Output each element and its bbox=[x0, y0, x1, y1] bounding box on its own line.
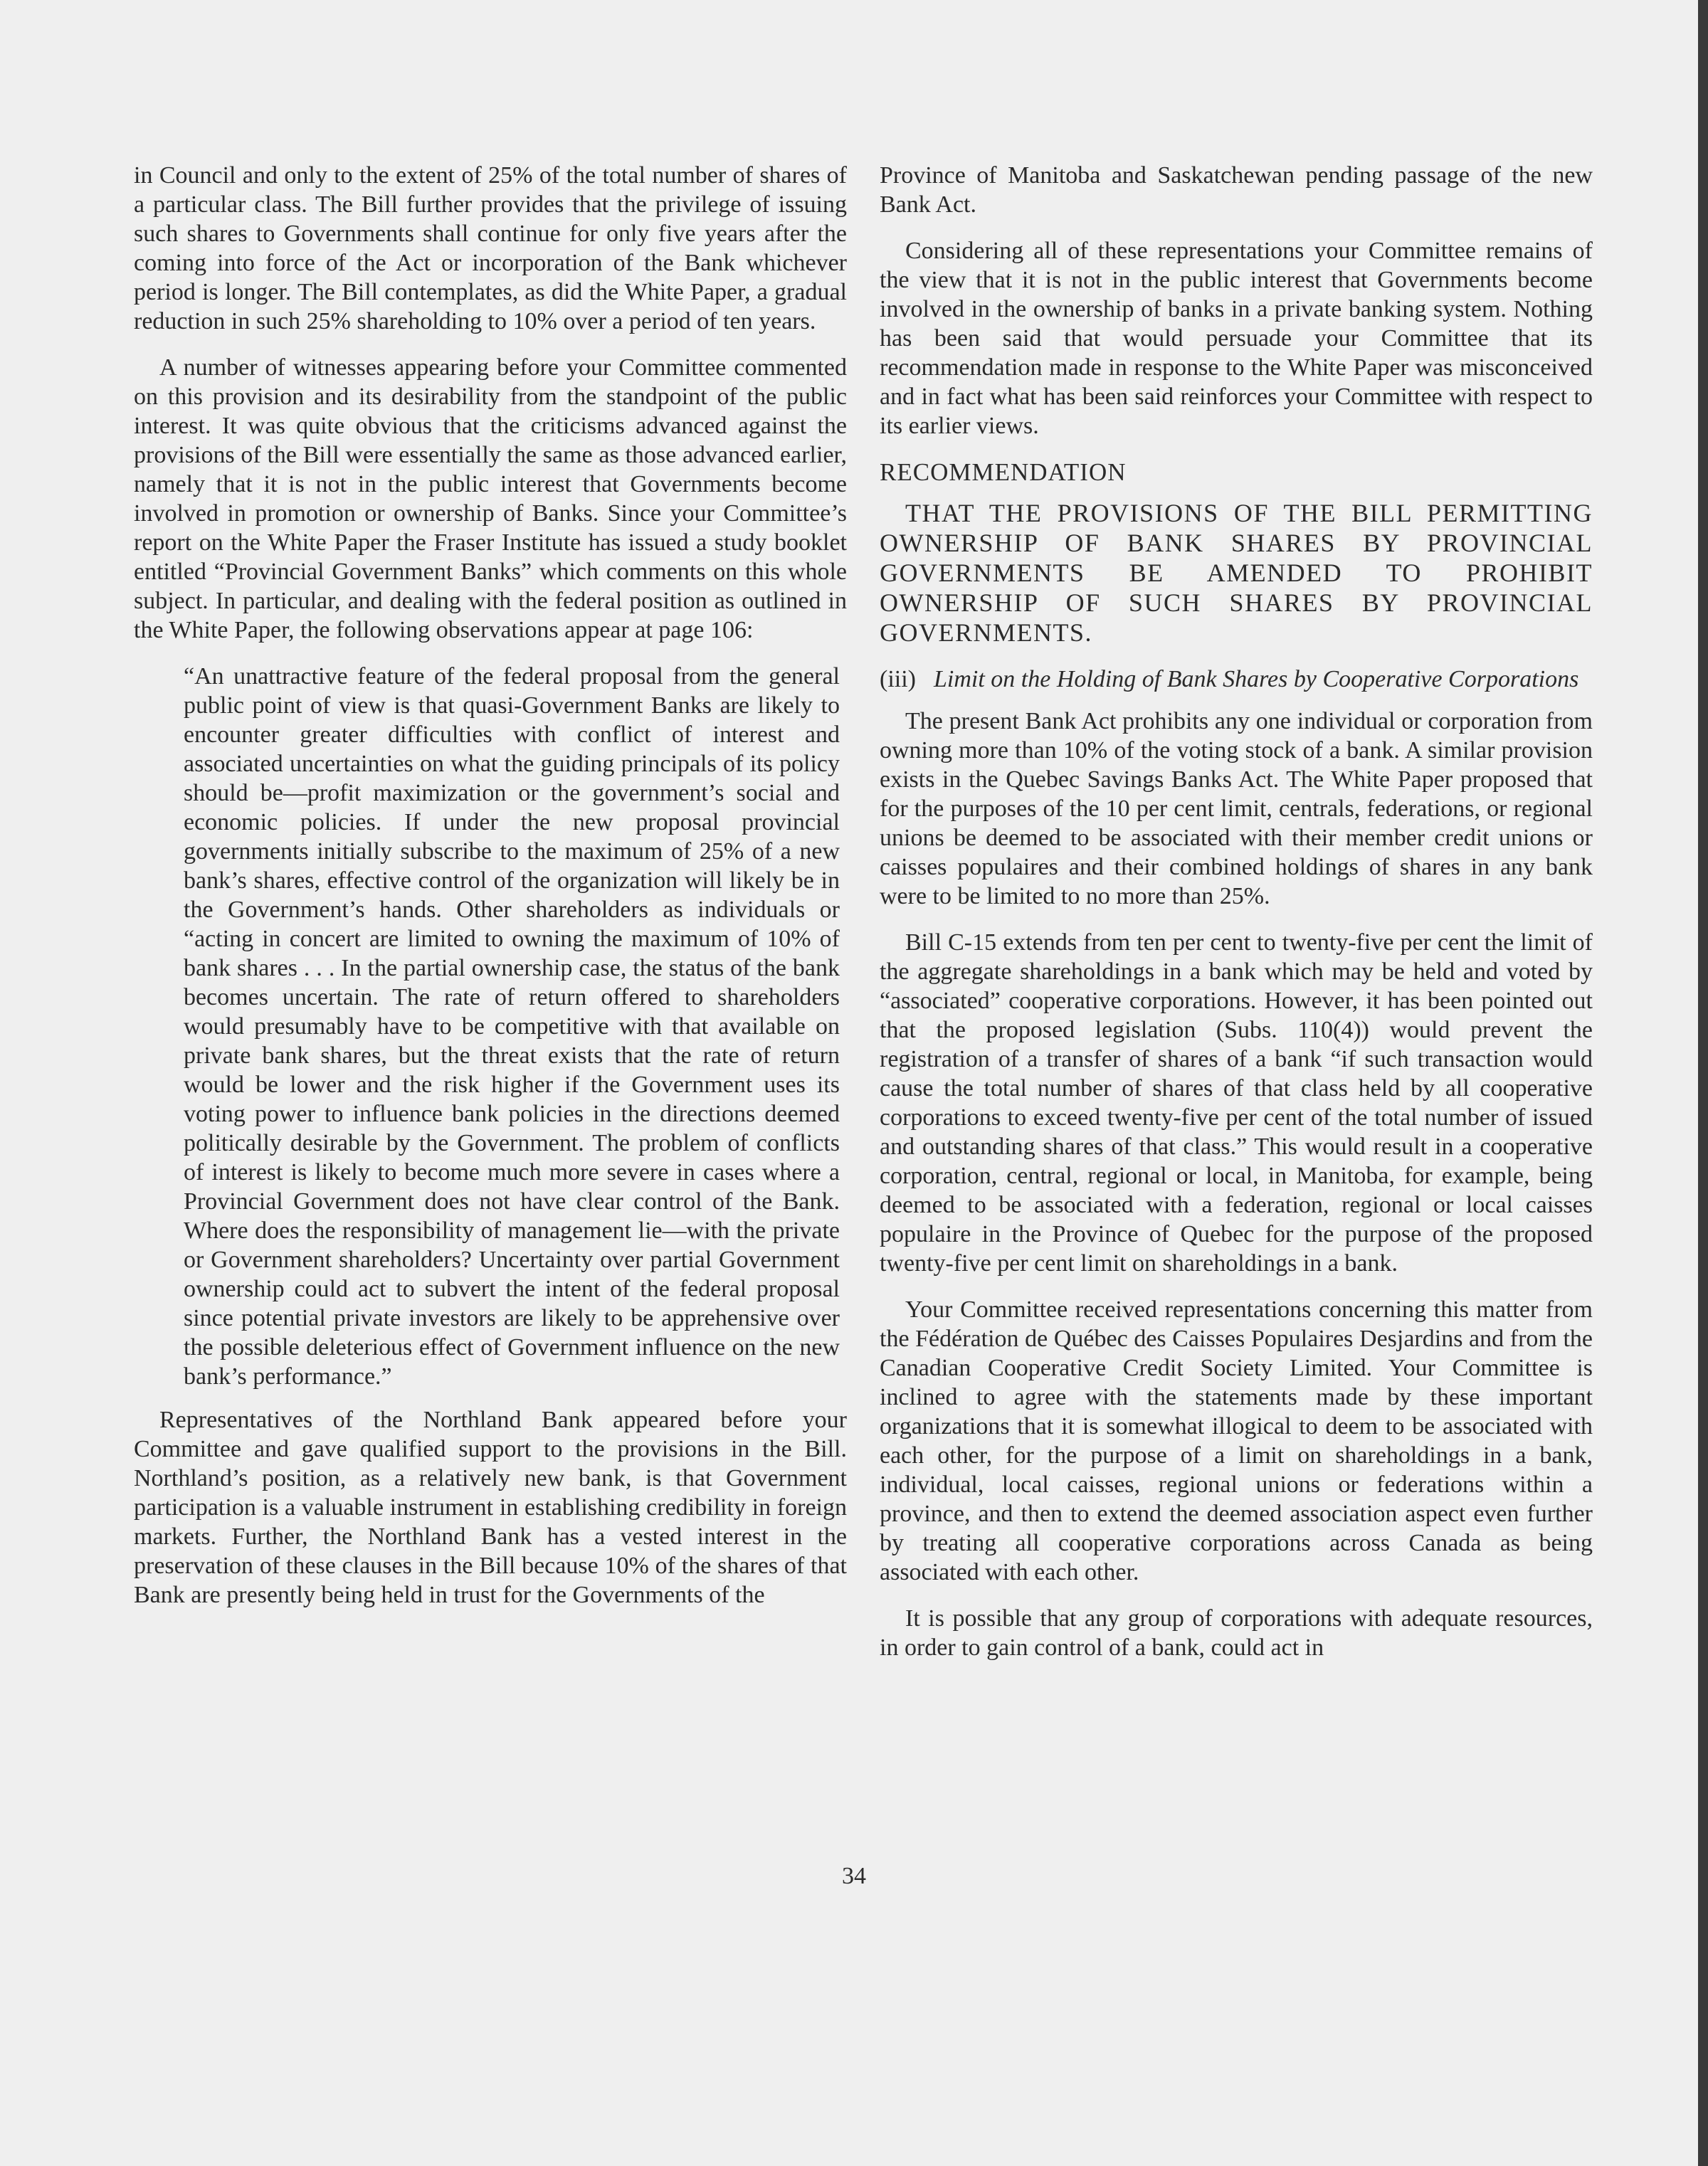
page-edge-shadow bbox=[1698, 0, 1708, 2166]
paragraph: Representatives of the Northland Bank appeared before your Committee and gave qualified support to the provisions in the Bill. Northland’s position, as a relatively new bank, is that Government participation is a valuable instrument in establishing credibility in foreign markets. Further, the Northland Bank has a vested interest in the preservation of these clauses in the Bill because 10% of the shares of that Bank are presently being held in trust for the Governments of the bbox=[134, 1407, 847, 1608]
subsection-title: Limit on the Holding of Bank Shares by Cooperative Corporations bbox=[934, 666, 1579, 692]
paragraph: Bill C-15 extends from ten per cent to twenty-five per cent the limit of the aggregate shareholdings in a bank which may be held and voted by “associated” cooperative corporations. However, it has been pointed out that the proposed legislation (Subs. 110(4)) would prevent the registration of a transfer of shares of a bank “if such transaction would cause the total number of shares of that class held by all cooperative corporations to exceed twenty-five per cent of the total number of issued and outstanding shares of that class.” This would result in a cooperative corporation, central, regional or local, in Manitoba, for example, being deemed to be associated with a federation, regional or local caisses populaire in the Province of Quebec for the purpose of the proposed twenty-five per cent limit on shareholdings in a bank. bbox=[880, 929, 1593, 1277]
paragraph: in Council and only to the extent of 25% of the total number of shares of a particular class. The Bill further provides that the privilege of issuing such shares to Governments shall continue for only five years after the coming into force of the Act or incorporation of the Bank whichever period is longer. The Bill contemplates, as did the White Paper, a gradual reduction in such 25% shareholding to 10% over a period of ten years. bbox=[134, 162, 847, 334]
page-number: 34 bbox=[842, 1863, 866, 1889]
block-quote: “An unattractive feature of the federal proposal from the general public point of view is that quasi-Government Banks are likely to encounter greater difficulties with conflict of interest and associated uncertainties on what the guiding principals of its policy should be—profit maximization or the government’s social and economic policies. If under the new proposal provincial governments initially subscribe to the maximum of 25% of a new bank’s shares, effective control of the organization will likely be in the Government’s hands. Other shareholders as individuals or “acting in concert are limited to owning the maximum of 10% of bank shares . . . In the partial ownership case, the status of the bank becomes uncertain. The rate of return offered to shareholders would presumably have to be competitive with that available on private bank shares, but the threat exists that the rate of return would be lower and the risk higher if the Government uses its voting power to influence bank policies in the directions deemed politically desirable by the Government. The problem of conflicts of interest is likely to become much more severe in cases where a Provincial Government does not have clear control of the Bank. Where does the responsibility of management lie—with the private or Government shareholders? Uncertainty over partial Government ownership could act to subvert the intent of the federal proposal since potential private investors are likely to be apprehensive over the possible deleterious effect of Government influence on the new bank’s performance.” bbox=[184, 663, 840, 1390]
subsection-number: (iii) bbox=[880, 666, 916, 692]
paragraph: A number of witnesses appearing before your Committee commented on this provision and its desirability from the standpoint of the public interest. It was quite obvious that the criticisms advanced against the provisions of the Bill were essentially the same as those advanced earlier, namely that it is not in the public interest that Governments become involved in promotion or ownership of Banks. Since your Committee’s report on the White Paper the Fraser Institute has issued a study booklet entitled “Provincial Government Banks” which comments on this whole subject. In particular, and dealing with the federal position as outlined in the White Paper, the following observations appear at page 106: bbox=[134, 354, 847, 643]
left-column bbox=[134, 161, 847, 1627]
subsection-heading bbox=[880, 665, 1593, 694]
paragraph: Province of Manitoba and Saskatchewan pending passage of the new Bank Act. bbox=[880, 162, 1593, 218]
paragraph: The present Bank Act prohibits any one individual or corporation from owning more than 10% of the voting stock of a bank. A similar provision exists in the Quebec Savings Banks Act. The White Paper proposed that for the purposes of the 10 per cent limit, centrals, federations, or regional unions be deemed to be associated with their member credit unions or caisses populaires and their combined holdings of shares in any bank were to be limited to no more than 25%. bbox=[880, 708, 1593, 909]
section-heading: RECOMMENDATION bbox=[880, 458, 1127, 486]
right-column bbox=[880, 161, 1593, 1679]
paragraph: It is possible that any group of corporations with adequate resources, in order to gain control of a bank, could act in bbox=[880, 1605, 1593, 1661]
paragraph: Your Committee received representations concerning this matter from the Fédération de Québec des Caisses Populaires Desjardins and from the Canadian Cooperative Credit Society Limited. Your Committee is inclined to agree with the statements made by these important organizations that it is somewhat illogical to deem to be associated with each other, for the purpose of a limit on shareholdings in a bank, individual, local caisses, regional unions or federations within a province, and then to extend the deemed association aspect even further by treating all cooperative corporations across Canada as being associated with each other. bbox=[880, 1296, 1593, 1585]
recommendation-text: THAT THE PROVISIONS OF THE BILL PERMITTING OWNERSHIP OF BANK SHARES BY PROVINCIAL GOVERNMENTS BE AMENDED TO PROHIBIT OWNERSHIP OF SUCH SHARES BY PROVINCIAL GOVERNMENTS. bbox=[880, 499, 1593, 647]
paragraph: Considering all of these representations your Committee remains of the view that it is not in the public interest that Governments become involved in the ownership of banks in a private banking system. Nothing has been said that would persuade your Committee that its recommendation made in response to the White Paper was misconceived and in fact what has been said reinforces your Committee with respect to its earlier views. bbox=[880, 238, 1593, 439]
